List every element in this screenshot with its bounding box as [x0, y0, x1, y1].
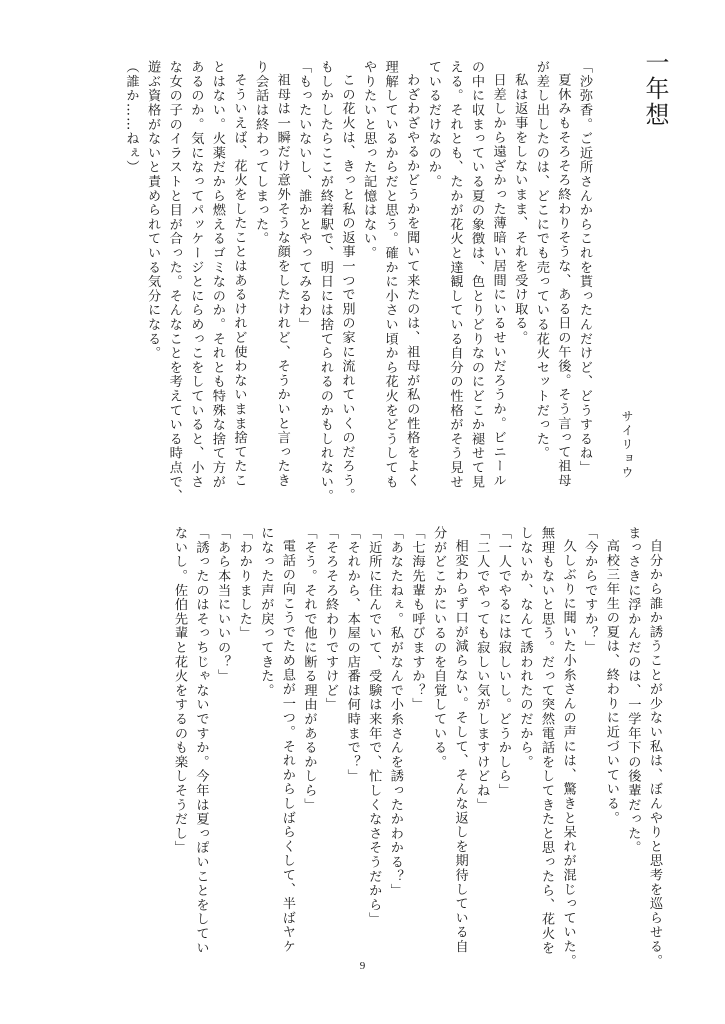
text-line: 自分から誰か誘うことが少ない私は、ぼんやりと思考を巡らせる。 — [647, 539, 662, 969]
text-line: 日差しから遠ざかった薄暗い居間にいるせいだろうか。ビニール — [490, 73, 506, 488]
text-line: とはない。火薬だから燃えるゴミなのか。それとも特殊な捨て方が — [209, 60, 225, 489]
text-block-top — [120, 60, 595, 504]
text-line: ているだけなのか。 — [425, 60, 441, 189]
text-line: 「一人でやるには寂しいし。どうかしら」 — [495, 526, 511, 798]
text-line: あるのか。気になってパッケージとにらめっこをしていると、小さ — [188, 60, 204, 489]
text-line: り会話は終わってしまった。 — [253, 60, 269, 246]
text-line: ないし。佐伯先輩と花火をするのも楽しそうだし」 — [171, 526, 187, 855]
text-line: もしかしたらここが終着駅で、明日には捨てられるのかもしれない。 — [317, 60, 333, 504]
page-number: 9 — [359, 960, 366, 972]
text-line: 「二人でやっても寂しい気がしますけどね」 — [474, 526, 490, 812]
text-line: 「誘ったのはそっちじゃないですか。今年は夏っぽいことをしてい — [193, 526, 209, 955]
text-line: の中に収まっている夏の象徴は、色とりどりなのにどこか褪せて見 — [469, 60, 485, 489]
text-line: 「そろそろ終わりですけど」 — [323, 526, 339, 712]
text-line: 「それから、本屋の店番は何時まで？」 — [344, 526, 360, 784]
text-line: 「そう。それで他に断る理由があるかしら」 — [301, 526, 317, 812]
text-line: この花火は、きっと私の返事一つで別の家に流れていくのだろう。 — [339, 73, 355, 503]
text-line: 遊ぶ資格がないと責められている気分になる。 — [145, 60, 161, 361]
text-line: （誰か……ねぇ） — [123, 60, 139, 175]
text-line: 「近所に住んでいて、受験は来年で、忙しくなさそうだから」 — [366, 526, 382, 927]
text-line: わざわざやるかどうかを聞いて来たのは、祖母が私の性格をよく — [404, 73, 420, 488]
text-line: 「沙弥香。ご近所さんからこれを貰ったんだけど、どうするね」 — [577, 60, 592, 475]
text-line: そういえば、花火をしたことはあるけれど使わないまま捨てたこ — [231, 73, 247, 488]
text-line: やりたいと思った記憶はない。 — [361, 60, 377, 261]
text-line: 理解しているからだと思う。確かに小さい頃から花火をどうしても — [382, 60, 398, 489]
author-name: サイリョウ — [620, 410, 634, 480]
text-line: 分がどこかにいるのを自覚している。 — [431, 526, 447, 770]
text-line: が差し出したのは、どこにでも売っている花火セットだった。 — [533, 60, 549, 461]
text-line: 「わかりました」 — [236, 526, 252, 641]
text-line: 「あなたねぇ。私がなんで小糸さんを誘ったかわかる？」 — [387, 526, 403, 898]
text-line: 夏休みもそろそろ終わりそうな、ある日の午後。そう言って祖母 — [555, 73, 571, 488]
text-line: 電話の向こうでため息が一つ。それからしばらくして、半ばヤケ — [279, 539, 295, 954]
text-line: しないか、なんて誘われたのだから。 — [517, 526, 533, 770]
text-line: まっさきに浮かんだのは、一学年下の後輩だった。 — [625, 526, 641, 855]
text-line: 久しぶりに聞いた小糸さんの声には、驚きと呆れが混じっていた。 — [560, 539, 576, 969]
text-line: 無理もないと思う。だって突然電話をしてきたと思ったら、花火を — [539, 526, 555, 955]
text-line: 「今からですか？」 — [582, 526, 598, 655]
text-line: 相変わらず口が減らない。そして、そんな返しを期待している自 — [452, 539, 468, 954]
text-line: 祖母は一瞬だけ意外そうな顔をしたけれど、そうかいと言ったき — [274, 73, 290, 488]
text-line: 高校三年生の夏は、終わりに近づいている。 — [603, 539, 619, 826]
story-title: 一年想 — [641, 50, 669, 128]
text-line: える。それとも、たかが花火と達観している自分の性格がそう見せ — [447, 60, 463, 489]
text-line: な女の子のイラストと目が合った。そんなことを考えている時点で、 — [166, 60, 182, 504]
text-line: になった声が戻ってきた。 — [258, 526, 274, 698]
text-line: 「もったいないし、誰かとやってみるわ」 — [296, 60, 312, 332]
text-line: 「七海先輩も呼びますか？」 — [409, 526, 425, 712]
text-line: 「あら本当にいいの？」 — [215, 526, 231, 684]
text-block-bottom — [168, 526, 665, 969]
text-line: 私は返事をしないまま、それを受け取る。 — [512, 73, 528, 345]
